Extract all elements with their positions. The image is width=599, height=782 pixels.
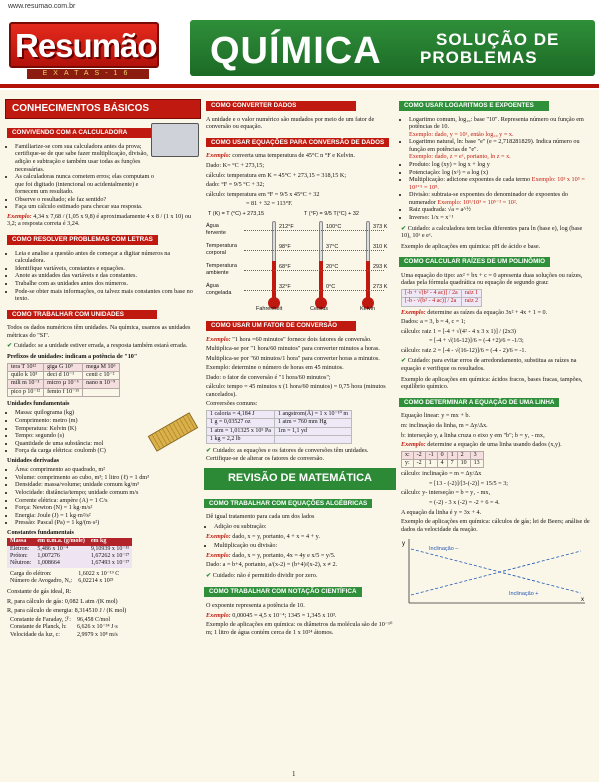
- conversions-table: [206, 410, 352, 444]
- fund-title: Unidades fundamentais: [7, 399, 70, 407]
- table-cell: 2,9979 x 10⁸ m/s: [76, 631, 118, 638]
- item-head: Logaritmo comum, log₁₀: base "10".: [409, 115, 500, 123]
- alg-example: [206, 552, 394, 560]
- gas-title: Constante de gás ideal, R:: [7, 588, 72, 596]
- list-item: • Temperatura: Kelvin (K): [15, 425, 199, 433]
- list-item: • Área: comprimento ao quadrado, m²: [15, 466, 199, 474]
- table-row: [7, 553, 132, 560]
- line-example: [401, 441, 593, 449]
- list-item: • Trabalhe com as unidades antes dos números.: [15, 280, 199, 288]
- log-list: [409, 116, 593, 222]
- table-cell: [-b + √(b² - 4 ac)] / 2a: [402, 290, 462, 298]
- list-item: • Familiarize-se com sua calculadora antes da prova; certifique-se de que sabe fazer multiplicação, divisão, adição e subtração e também usar todas as funções necessárias.: [15, 143, 155, 173]
- table-row: [402, 298, 482, 306]
- item-text: Representa número ou função em potências de 10.: [409, 115, 584, 131]
- table-header: Massa: [7, 538, 34, 545]
- factor-title: COMO USAR UM FATOR DE CONVERSÃO: [206, 321, 356, 331]
- calc-example: [7, 213, 199, 228]
- tip-text: Cuidado: para evitar erros de arredondamento, substitua as raízes na equação e verifique os resultados.: [401, 357, 577, 373]
- table-cell: deci d 10⁻¹: [44, 371, 83, 379]
- alg-title: COMO TRABALHAR COM EQUAÇÕES ALGÉBRICAS: [204, 499, 372, 509]
- table-cell: 1,67262 x 10⁻²⁷: [90, 553, 130, 560]
- guide-line: [244, 290, 384, 291]
- item-head: Divisão: subtraia-se expoentes do denominador de expoentes do numerador: [409, 191, 568, 206]
- table-cell: 1 atm = 1,01325 x 10⁵ Pa: [207, 427, 275, 435]
- constants-table: [7, 538, 132, 567]
- solve-title: COMO RESOLVER PROBLEMAS COM LETRAS: [7, 235, 158, 245]
- axis-y-label: y: [402, 541, 405, 548]
- list-item: • Identifique variáveis, constantes e equações.: [15, 265, 199, 273]
- table-row: [402, 459, 484, 467]
- sci-intro: O expoente representa a potência de 10.: [206, 602, 305, 610]
- formula-kelvin: T (K) = T (°C) + 273,15: [208, 210, 265, 217]
- temp-line: cálculo: temperatura em °F = 9/5 x 45°C + 32: [206, 190, 320, 198]
- list-item: [409, 161, 593, 169]
- list-item: • Volume: comprimento ao cubo, m³; 1 litro (ℓ) = 1 dm³: [15, 474, 199, 482]
- mercury-fill: [366, 261, 370, 301]
- sci-title: COMO TRABALHAR COM NOTAÇÃO CIENTÍFICA: [204, 587, 362, 597]
- convert-title: COMO CONVERTER DADOS: [206, 101, 356, 111]
- example-text: determine a equação de uma linha usando dados (x,y).: [427, 441, 562, 449]
- value-f: 68°F: [279, 263, 291, 270]
- sci-example: [206, 612, 394, 620]
- example-text: dado, x = y, portanto, 4 + x = 4 + y.: [232, 532, 320, 540]
- example-label: Exemplo:: [206, 335, 231, 343]
- scale-label: Kelvin: [360, 305, 375, 312]
- formula-fahrenheit: T (°F) = 9/5 T(°C) + 32: [304, 210, 359, 217]
- table-cell: Elétron:: [10, 545, 30, 552]
- item-text: Exemplo: dado, y = 10ˣ, então log₁₀ y = x.: [409, 130, 514, 138]
- log-tip: [401, 225, 593, 240]
- table-cell: raiz 1: [461, 290, 482, 298]
- table-cell: Velocidade da luz, c:: [10, 631, 60, 638]
- calculator-icon: [151, 123, 199, 157]
- table-cell: 1 angstrom(Å) = 1 x 10⁻¹⁰ m: [274, 411, 351, 419]
- table-row: [207, 411, 352, 419]
- table-cell: [274, 435, 351, 443]
- calculator-list: [15, 143, 155, 211]
- page-subtitle-2: PROBLEMAS: [420, 48, 538, 67]
- example-label: Exemplo:: [206, 611, 231, 619]
- item-head: Multiplicação: adicione expoentes de cada termo: [409, 176, 531, 184]
- list-item: [409, 153, 593, 161]
- table-cell: Nêutron:: [10, 560, 32, 567]
- list-item: • Faça um cálculo estimado para checar sua resposta.: [15, 203, 155, 211]
- alg-list: [214, 542, 394, 550]
- prefix-table: [7, 363, 120, 397]
- temp-line: dado: °F = 9/5 °C + 32;: [206, 181, 265, 189]
- list-item: • Velocidade: distância/tempo; unidade comum m/s: [15, 489, 199, 497]
- scale-label: Celsius: [310, 305, 329, 312]
- root-line: Dados: a = 3, b = 4, c = 1;: [401, 318, 466, 326]
- temp-line: cálculo: temperatura em K = 45°C + 273,15 = 318,15 K;: [206, 171, 347, 179]
- example-text: dado, x = y, portanto, 4x = 4y e x/5 = y/5.: [232, 551, 336, 559]
- list-item: • Força da carga elétrica: coulomb (C): [15, 447, 199, 455]
- table-cell: Constante de Planck, h:: [10, 624, 67, 631]
- table-cell: -2: [413, 451, 425, 459]
- list-item: [409, 206, 593, 214]
- title-banner: [190, 20, 595, 76]
- table-cell: Carga do elétron:: [10, 570, 52, 577]
- table-cell: 13: [470, 459, 483, 467]
- root-tip: [401, 357, 593, 372]
- check-icon: ✔: [401, 357, 407, 365]
- list-item: • Adição ou subtração:: [214, 523, 394, 531]
- extra-constants: [7, 571, 122, 586]
- table-cell: Próton:: [10, 553, 28, 560]
- value-c: 0°C: [326, 283, 336, 290]
- column-3: [399, 96, 595, 768]
- table-cell: 1,6022 x 10⁻¹⁹ C: [78, 570, 120, 577]
- table-row: [8, 388, 120, 396]
- table-cell: 1: [447, 451, 457, 459]
- conv-title: Conversões comuns:: [206, 400, 258, 408]
- item-head: Logaritmo natural, ln: base "e" (e = 2,718281829).: [409, 138, 535, 146]
- list-item: • Densidade: massa/volume; unidade comum kg/m³: [15, 481, 199, 489]
- slope-graph-svg: [399, 537, 589, 607]
- units-intro: Todos os dados numéricos têm unidades. Na química, usamos as unidades métricas do "SI".: [7, 324, 191, 339]
- table-cell: y:: [402, 459, 414, 467]
- table-cell: mili m 10⁻³: [8, 380, 44, 388]
- calculator-title: CONVIVENDO COM A CALCULADORA: [7, 128, 157, 138]
- neg-slope-label: Inclinação –: [429, 546, 459, 553]
- table-cell: tera T 10¹²: [8, 363, 44, 371]
- derived-list: [15, 466, 199, 527]
- list-item: • Anote as unidades das variáveis e das constantes.: [15, 272, 199, 280]
- table-row: [402, 451, 484, 459]
- example-label: Exemplo:: [401, 441, 426, 449]
- table-row: [207, 419, 352, 427]
- table-cell: 7: [447, 459, 457, 467]
- factor-line: Exemplo: determine o número de horas em 45 minutos.: [206, 364, 344, 372]
- table-row: [402, 290, 482, 298]
- convert-intro: A unidade e o valor numérico são mudados por meio de um fator de conversão ou equação.: [206, 115, 375, 131]
- root-formula-table: [401, 289, 482, 307]
- example-text: "1 hora =60 minutos" fornece dois fatores de conversão.: [232, 335, 372, 343]
- tip-text: Cuidado: não é permitido dividir por zero.: [212, 571, 318, 579]
- table-cell: 3: [470, 451, 483, 459]
- table-cell: mega M 10⁶: [83, 363, 119, 371]
- check-icon: ✔: [7, 342, 13, 350]
- line-calc: A equação da linha é y = 3x + 4.: [401, 508, 482, 516]
- units-tip: [7, 342, 199, 350]
- table-cell: 6,626 x 10⁻³⁴ J·s: [76, 624, 118, 631]
- column-1: [5, 96, 201, 768]
- line-data-table: [401, 451, 484, 469]
- list-item: • Corrente elétrica: ampère (A) = 1 C/s: [15, 497, 199, 505]
- list-item: • Pode-se obter mais informações, ou talvez mais constantes com base no texto.: [15, 288, 199, 303]
- log-title: COMO USAR LOGARITMOS E EXPOENTES: [399, 101, 549, 111]
- table-row: [7, 538, 132, 545]
- value-k: 310 K: [373, 243, 388, 250]
- root-line: = [-4 + √(16-12)]/6 = (-4 +2)/6 = -1/3;: [429, 337, 524, 345]
- factor-tip: [206, 447, 394, 462]
- check-icon: ✔: [206, 447, 212, 455]
- table-cell: 1 atm = 760 mm Hg: [274, 419, 351, 427]
- pos-slope-label: Inclinação +: [509, 591, 539, 598]
- page-subtitle-1: SOLUÇÃO DE: [436, 30, 560, 49]
- list-item: • Multiplicação ou divisão:: [214, 542, 394, 550]
- negative-slope-line: [411, 549, 581, 593]
- slope-graph: [399, 537, 595, 607]
- table-row: [7, 571, 122, 578]
- table-row: [8, 363, 120, 371]
- scale-label: Fahrenheit: [256, 305, 283, 312]
- factor-line: Dado: o fator de conversão é "1 hora/60 minutos";: [206, 373, 331, 381]
- table-cell: giga G 10⁹: [44, 363, 83, 371]
- positive-slope-line: [411, 551, 581, 598]
- temp-line: Dado: K= °C + 273,15;: [206, 162, 265, 170]
- root-line: cálculo: raiz 1 = [-4 + √(4² - 4 x 3 x 1)] / (2x3): [401, 327, 516, 335]
- list-item: [409, 116, 593, 131]
- calculator-section: [5, 123, 201, 228]
- table-cell: centi c 10⁻²: [83, 371, 119, 379]
- table-row: [8, 380, 120, 388]
- table-row: [8, 371, 120, 379]
- brand-sub: EXATAS-16: [27, 69, 149, 79]
- axis-x-label: x: [581, 597, 584, 604]
- value-k: 373 K: [373, 223, 388, 230]
- list-item: • Pressão: Pascal (Pa) = 1 kg/(m·s²): [15, 519, 199, 527]
- item-head: Inverso: 1/x = x⁻¹: [409, 213, 454, 221]
- solve-list: [15, 250, 199, 303]
- row-label: Água fervente: [206, 222, 226, 236]
- factor-line: Multiplica-se por "1 hora/60 minutos" para converter minutos a horas.: [206, 345, 380, 353]
- table-cell: quilo k 10³: [8, 371, 44, 379]
- line-app: Exemplo de aplicações em química: cálculos de gás; lei de Beers; análise de dados da velocidade da reação.: [401, 518, 590, 533]
- check-icon: ✔: [206, 571, 212, 579]
- root-example: [401, 309, 593, 317]
- table-cell: 10: [457, 459, 470, 467]
- table-row: [7, 617, 121, 624]
- guide-line: [244, 230, 384, 231]
- table-row: [7, 560, 132, 567]
- factor-line: cálculo: tempo = 45 minutos x (1 hora/60 minutos) = 0,75 hora (minutos cancelados).: [206, 383, 386, 398]
- gas-line: R, para cálculo de energia: 8,314510 J / (K mol): [7, 607, 127, 615]
- temp-example: [206, 152, 394, 160]
- line-line: b: interseção y, a linha cruza o eixo y em "b"; b = y₁ - mx₁: [401, 431, 546, 439]
- root-app: Exemplo de aplicações em química: ácidos fracos, bases fracas, tampões, equilíbrio químico.: [401, 375, 583, 391]
- table-cell: [83, 388, 119, 396]
- value-c: 37°C: [326, 243, 339, 250]
- brand-name: Resumão: [15, 27, 157, 64]
- list-item: • Leia e analise a questão antes de começar a digitar números na calculadora.: [15, 250, 199, 265]
- alg-list: [214, 523, 394, 531]
- section-title-math: REVISÃO DE MATEMÁTICA: [204, 468, 396, 489]
- example-text: converta uma temperatura de 45°C n °F e Kelvin.: [232, 152, 355, 160]
- table-header: em kg: [88, 538, 133, 545]
- table-cell: 1,007276: [37, 553, 60, 560]
- table-cell: 1 caloria = 4,184 J: [207, 411, 275, 419]
- table-cell: 1m = 1,1 yd: [274, 427, 351, 435]
- row-label: Temperatura ambiente: [206, 262, 237, 276]
- table-cell: 2: [457, 451, 470, 459]
- list-item: [409, 131, 593, 139]
- line-calc: cálculo: inclinação = m = Δy/Δx: [401, 470, 482, 478]
- alg-example: [206, 533, 394, 541]
- value-k: 273 K: [373, 283, 388, 290]
- example-label: Exemplo:: [7, 212, 32, 220]
- table-cell: raiz 2: [461, 298, 482, 306]
- item-head: Produto: log (xy) = log x + log y: [409, 161, 490, 169]
- list-item: [409, 191, 593, 206]
- table-cell: Número de Avogadro, Nₐ:: [10, 577, 73, 584]
- value-f: 32°F: [279, 283, 291, 290]
- page-number: 1: [292, 770, 296, 778]
- list-item: • As calculadoras nunca cometem erros; elas computam o que foi digitado (intencional ou acidentalmente) e fornecem um resultado.: [15, 173, 155, 196]
- site-url[interactable]: www.resumao.com.br: [8, 3, 76, 10]
- item-head: Potenciação: log (xᵃ) = a log (x): [409, 168, 489, 176]
- example-label: Exemplo:: [206, 532, 231, 540]
- header-divider: [0, 84, 599, 88]
- list-item: • Observe o resultado; ele faz sentido?: [15, 196, 155, 204]
- guide-line: [244, 250, 384, 251]
- example-text: 0,00045 = 4,5 x 10⁻⁴; 1345 = 1,345 x 10³.: [232, 611, 337, 619]
- prefix-title: Prefixos de unidades: indicam a potência de "10": [7, 353, 138, 361]
- derived-title: Unidades derivadas: [7, 456, 60, 464]
- example-label: Exemplo:: [206, 551, 231, 559]
- value-c: 20°C: [326, 263, 339, 270]
- page-title: QUÍMICA: [210, 30, 382, 72]
- units-section: [5, 305, 201, 639]
- value-c: 100°C: [326, 223, 342, 230]
- sci-example-2: Exemplo de aplicações em química: os diâmetros da molécula são de 10⁻¹⁰ m; 1 litro de água contém cerca de 1 x 10²⁴ átomos.: [206, 621, 393, 636]
- factor-example: [206, 336, 394, 344]
- list-item: [409, 138, 593, 153]
- brand-logo: [9, 22, 159, 80]
- line-line: Equação linear: y = mx + b.: [401, 412, 471, 420]
- table-row: [7, 632, 121, 639]
- alg-tip: [206, 572, 394, 580]
- list-item: • Massa: quilograma (kg): [15, 409, 199, 417]
- list-item: [409, 176, 593, 191]
- table-cell: nano n 10⁻⁹: [83, 380, 119, 388]
- const-title: Constantes fundamentais: [7, 528, 74, 536]
- units-title: COMO TRABALHAR COM UNIDADES: [7, 310, 157, 320]
- line-calc: cálculo: y- interseção = b = y₁ - mx₁: [401, 489, 491, 497]
- row-label: Temperatura corporal: [206, 242, 237, 256]
- root-title: COMO CALCULAR RAÍZES DE UM POLINÔMIO: [399, 257, 550, 267]
- section-title-basics: CONHECIMENTOS BÁSICOS: [5, 99, 201, 119]
- example-label: Exemplo:: [206, 152, 231, 160]
- table-cell: 1 g = 0,03527 oz: [207, 419, 275, 427]
- line-line: m: inclinação da linha, m = Δy/Δx.: [401, 421, 488, 429]
- alg-intro: Dê igual tratamento para cada um dos lados: [206, 513, 315, 521]
- value-f: 98°F: [279, 243, 291, 250]
- list-item: • Comprimento: metro (m): [15, 417, 199, 425]
- example-label: Exemplo:: [401, 308, 426, 316]
- item-text: Indica número ou função em potências de "e".: [409, 138, 580, 153]
- example-text: determine as raízes da equação 3x² + 4x + 1 = 0.: [427, 308, 548, 316]
- table-row: [207, 435, 352, 443]
- list-item: • Energia: Joule (J) = 1 kg·m²/s²: [15, 512, 199, 520]
- line-title: COMO DETERMINAR A EQUAÇÃO DE UMA LINHA: [399, 398, 559, 408]
- table-row: [7, 578, 122, 585]
- table-cell: 1 kg = 2,2 lb: [207, 435, 275, 443]
- row-label: Água congelada: [206, 282, 232, 296]
- temp-line: = 81 + 32 = 113°F.: [246, 200, 293, 208]
- table-cell: micro µ 10⁻⁶: [44, 380, 83, 388]
- table-cell: pico p 10⁻¹²: [8, 388, 44, 396]
- table-cell: x:: [402, 451, 414, 459]
- table-row: [7, 624, 121, 631]
- mercury-fill: [272, 261, 276, 301]
- factor-line: Multiplica-se por "60 minutos/1 hora" para converter horas a minutos.: [206, 354, 380, 362]
- tip-text: Cuidado: se a unidade estiver errada, a resposta também estará errada.: [13, 342, 188, 350]
- table-cell: 0: [437, 451, 447, 459]
- item-text: Exemplo: 10³ x 10⁵ = 10³⁺⁵ = 10⁸.: [409, 176, 585, 191]
- item-text: Exemplo: dado, z = eˣ, portanto, ln z = x.: [409, 153, 511, 161]
- table-cell: 96,458 C/mol: [76, 616, 110, 623]
- table-cell: 4: [437, 459, 447, 467]
- table-cell: -2: [413, 459, 425, 467]
- table-cell: -1: [425, 451, 437, 459]
- line-calc: = (-2) - 3 x (-2) = -2 + 6 = 4.: [429, 498, 500, 506]
- table-cell: 6,02214 x 10²³: [78, 577, 114, 584]
- log-app: Exemplo de aplicações em química: pH de ácido e base.: [401, 242, 541, 250]
- table-cell: 1,67493 x 10⁻²⁷: [90, 560, 130, 567]
- header: [0, 0, 599, 90]
- list-item: • Força: Newton (N) = 1 kg·m/s²: [15, 504, 199, 512]
- alg-example-b: Dado: a = b+4, portanto, a/(x-2) = (b+4)/(x-2), x ≠ 2.: [206, 561, 338, 569]
- table-cell: 5,486 x 10⁻⁴: [37, 545, 69, 552]
- table-cell: 1: [425, 459, 437, 467]
- column-2: [204, 96, 396, 768]
- table-cell: Constante de Faraday, ℱ:: [10, 616, 71, 623]
- table-cell: [-b - √(b² - 4 ac)] / 2a: [402, 298, 462, 306]
- line-calc: = [13 - (-2)]/[3-(-2)] = 15/5 = 3;: [429, 479, 509, 487]
- list-item: • Quantidade de uma substância: mol: [15, 440, 199, 448]
- check-icon: ✔: [401, 224, 407, 232]
- item-text: Exemplo: 10⁵/10³ = 10⁵⁻³ = 10².: [437, 198, 518, 206]
- tip-text: Cuidado: a calculadora tem teclas diferentes para ln (base e), log (base 10), 10ˣ e eˣ.: [401, 224, 583, 240]
- table-cell: 9,10939 x 10⁻³¹: [90, 545, 130, 552]
- value-k: 293 K: [373, 263, 388, 270]
- list-item: • Tempo: segundo (s): [15, 432, 199, 440]
- mercury-fill: [319, 261, 323, 301]
- table-row: [7, 546, 132, 553]
- list-item: [409, 169, 593, 177]
- temp-title: COMO USAR EQUAÇÕES PARA CONVERSÃO DE DADOS: [206, 138, 389, 148]
- other-constants: [7, 617, 121, 639]
- solve-section: [5, 230, 201, 303]
- table-header: em u.m.a. (g/mole): [34, 538, 88, 545]
- list-item: [409, 214, 593, 222]
- item-head: Raiz quadrada: √a = a^½: [409, 206, 471, 214]
- root-intro: Uma equação do tipo: ax² + bx + c = 0 apresenta duas soluções ou raízes, dadas pela fórmula quadrática ou equação de segundo grau:: [401, 271, 583, 287]
- guide-line: [244, 270, 384, 271]
- table-row: [207, 427, 352, 435]
- example-text: 4,34 x 7,68 / (1,05 x 9,8) é aproximadamente 4 x 8 / (1 x 10) ou 3,2; a resposta correta é 3,24.: [7, 212, 192, 228]
- thermometer-diagram: [204, 211, 396, 313]
- table-cell: femto f 10⁻¹⁵: [44, 388, 83, 396]
- value-f: 212°F: [279, 223, 294, 230]
- gas-line: R, para cálculo de gás: 0,082 L atm /(K mol): [7, 597, 118, 605]
- root-line: cálculo: raiz 2 = [-4 - √(16-12)]/6 = (-4 - 2)/6 = -1.: [401, 346, 527, 354]
- table-cell: 1,008664: [37, 560, 60, 567]
- tip-text: Cuidado: as equações e os fatores de conversões têm unidades. Certifique-se de alterar os fatores de conversão.: [206, 447, 369, 462]
